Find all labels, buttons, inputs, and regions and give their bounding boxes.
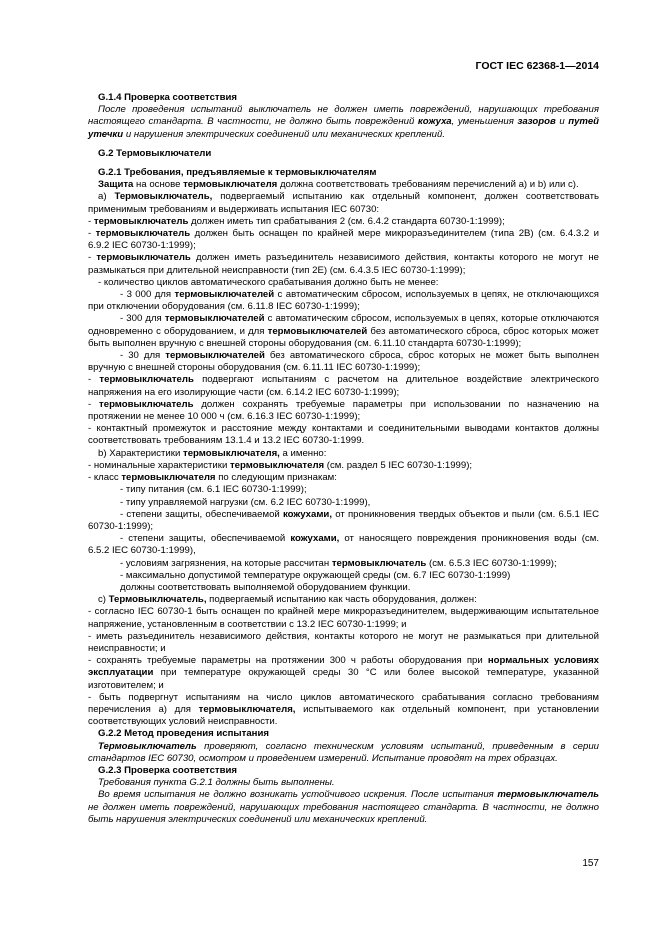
section-title-g22: G.2.2 Метод проведения испытания xyxy=(98,728,269,740)
list-item: - количество циклов автоматического срабатывания должно быть не менее: xyxy=(98,276,439,288)
list-item: - 3 000 для термовыключателей с автоматическим сбросом, используемых в цепях, не отключающихся при отключении оборудования (см. 6.11.8 IEC 60730-1:1999); xyxy=(88,289,599,313)
page-number: 157 xyxy=(582,858,599,869)
section-title-g23: G.2.3 Проверка соответствия xyxy=(98,764,238,776)
page-content xyxy=(88,92,599,826)
paragraph-g14: После проведения испытаний выключатель не должен иметь повреждений, нарушающих требования настоящего стандарта. В частности, не должно быть повреждений кожуха, уменьшения зазоров и путей утечки и нарушения электрических соединений или механических креплений. xyxy=(88,104,600,140)
list-item: - термовыключатель должен сохранять требуемые параметры при использовании по назначению на протяжении не менее 10 000 ч (см. 6.16.3 IEC 60730-1:1999); xyxy=(88,398,599,423)
list-item: - 30 для термовыключателей без автоматического сброса, сброс которых не может быть выполнен вручную с внешней стороны оборудования (см. 6.11.11 IEC 60730-1:1999); xyxy=(88,350,599,374)
list-item: - класс термовыключателя по следующим признакам: xyxy=(88,472,337,484)
list-item: - номинальные характеристики термовыключателя (см. раздел 5 IEC 60730-1:1999); xyxy=(88,459,473,471)
paragraph-g21-intro: Защита на основе термовыключателя должна соответствовать требованиям перечислений a) и b) или c). xyxy=(98,179,579,191)
list-item: - 300 для термовыключателей с автоматическим сбросом, используемых в цепях, которые отключаются одновременно с оборудованием, и для термовыключателей без автоматического сброса, сброс которых может быть выполнен вручную с внешней стороны оборудования (см. 6.11.10 стандарта 60730-1:1999); xyxy=(88,313,600,349)
list-item: - типу управляемой нагрузки (см. 6.2 IEC 60730-1:1999), xyxy=(120,496,371,508)
list-item-c: c) Термовыключатель, подвергаемый испытанию как часть оборудования, должен: xyxy=(98,594,477,606)
list-item: должны соответствовать выполняемой оборудованием функции. xyxy=(120,581,411,593)
list-item-b: b) Характеристики термовыключателя, а именно: xyxy=(98,447,327,459)
list-item: - максимально допустимой температуре окружающей среды (см. 6.7 IEC 60730-1:1999) xyxy=(120,569,511,581)
list-item: - условиям загрязнения, на которые рассчитан термовыключатель (см. 6.5.3 IEC 60730-1:1999); xyxy=(120,557,557,569)
list-item: - иметь разъединитель независимого действия, контакты которого не могут не размыкаться при длительной неисправности; и xyxy=(88,630,599,654)
paragraph-g23-1: Требования пункта G.2.1 должны быть выполнены. xyxy=(98,777,335,789)
list-item: - типу питания (см. 6.1 IEC 60730-1:1999); xyxy=(120,484,307,496)
section-title-g2: G.2 Термовыключатели xyxy=(98,147,212,159)
section-title-g21: G.2.1 Требования, предъявляемые к термовыключателям xyxy=(98,167,377,179)
list-item: - термовыключатель подвергают испытаниям с расчетом на длительное воздействие электрического напряжения на его изолирующие части (см. 6.14.2 IEC 60730-1:1999); xyxy=(88,374,599,398)
list-item: - контактный промежуток и расстояние между контактами и соединительными выводами контактов должны соответствовать требованиям 13.1.4 и 13.2 IEC 60730-1:1999. xyxy=(88,423,599,447)
list-item: - степени защиты, обеспечиваемой кожухами, от наносящего повреждения проникновения воды (см. 6.5.2 IEC 60730-1:1999), xyxy=(88,533,599,557)
list-item: - степени защиты, обеспечиваемой кожухами, от проникновения твердых объектов и пыли (см. 6.5.1 IEC 60730-1:1999); xyxy=(88,508,599,532)
list-item: - термовыключатель должен иметь разъединитель независимого действия, контакты которого не могут не размыкаться при длительной неисправности (тип 2Е) (см. 6.4.3.5 IEC 60730-1:1999); xyxy=(88,252,599,276)
paragraph-g23-2: Во время испытания не должно возникать устойчивого искрения. После испытания термовыключатель не должен иметь повреждений, нарушающих требования настоящего стандарта. В частности, не должно быть нарушения электрических соединений или механических креплений. xyxy=(88,789,599,825)
list-item-a: a) Термовыключатель, подвергаемый испытанию как отдельный компонент, должен соответствовать применимым требованиям и выдерживать испытания IEC 60730: xyxy=(88,191,599,215)
list-item: - термовыключатель должен быть оснащен по крайней мере микроразъединителем (типа 2В) (см. 6.4.3.2 и 6.9.2 IEC 60730-1:1999); xyxy=(88,228,599,252)
list-item: - согласно IEC 60730-1 быть оснащен по крайней мере микроразъединителем, выдерживающим испытательное напряжение, установленным в соответствии с 13.2 IEC 60730-1:1999; и xyxy=(88,606,599,630)
paragraph-g22: Термовыключатель проверяют, согласно техническим условиям испытаний, приведенным в серии стандартов IEC 60730, осмотром и проведением измерений. Испытание проводят на трех образцах. xyxy=(88,740,599,764)
list-item: - быть подвергнут испытаниям на число циклов автоматического срабатывания согласно требованиям перечисления a) для термовыключателя, испытываемого как отдельный компонент, при установлении соответствующих условий неисправности. xyxy=(88,691,599,728)
document-header: ГОСТ IEC 62368-1—2014 xyxy=(475,60,599,72)
section-title-g14: G.1.4 Проверка соответствия xyxy=(98,92,238,103)
list-item: - термовыключатель должен иметь тип срабатывания 2 (см. 6.4.2 стандарта 60730-1:1999); xyxy=(88,215,505,227)
list-item: - сохранять требуемые параметры на протяжении 300 ч работы оборудования при нормальных условиях эксплуатации при температуре окружающей среды 30 °C или более высокой температуре, указанной изготовителем; и xyxy=(88,655,599,691)
